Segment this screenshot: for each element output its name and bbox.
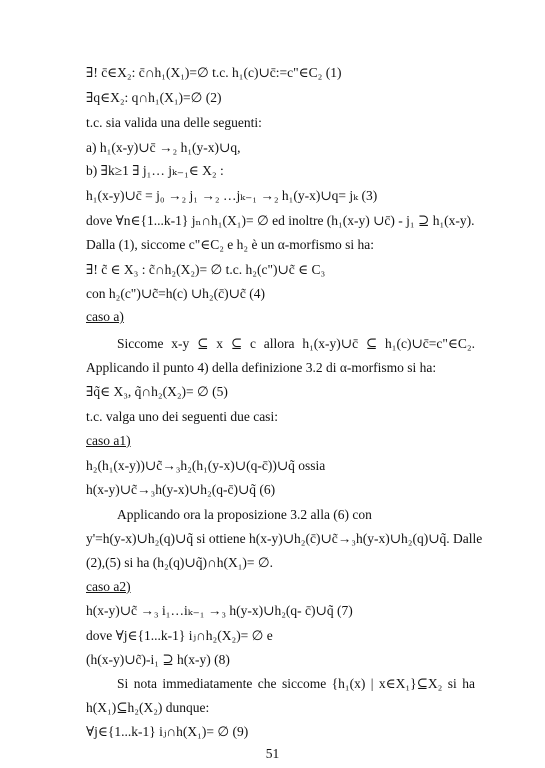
text-line: Applicando ora la proposizione 3.2 alla (6) con: [117, 507, 372, 522]
text-line: h(X₁)⊆h₂(X₂) dunque:: [86, 700, 210, 715]
text-line: h(x-y)∪c̃ →₃ i₁…iₖ₋₁ →₃ h(y-x)∪h₂(q- c̄)∪q̃ (7): [86, 603, 353, 618]
text-line: t.c. sia valida una delle seguenti:: [86, 115, 262, 130]
text-line: h₂(h₁(x-y))∪c̃→₃h₂(h₁(y-x)∪(q-c̄))∪q̃ ossia: [86, 458, 326, 473]
text-line: ∃q̃∈ X₃, q̃∩h₂(X₂)= ∅ (5): [86, 384, 228, 399]
text-line: h₁(x-y)∪c̄ = j₀ →₂ j₁ →₂ …jₖ₋₁ →₂ h₁(y-x)∪q= jₖ (3): [86, 188, 378, 203]
text-line: y'=h(y-x)∪h₂(q)∪q̃ si ottiene h(x-y)∪h₂(c̄)∪c̃→₃h(y-x)∪h₂(q)∪q̃. Dalle: [86, 531, 483, 546]
text-line: Si nota immediatamente che siccome {h₁(x) | x∈X₁}⊆X₂ si ha: [117, 676, 475, 691]
text-line: h(x-y)∪c̃→₃h(y-x)∪h₂(q-c̄)∪q̃ (6): [86, 482, 276, 497]
text-line: (h(x-y)∪c̃)-i₁ ⊇ h(x-y) (8): [86, 652, 230, 667]
text-line: a) h₁(x-y)∪c̄ →₂ h₁(y-x)∪q,: [86, 140, 241, 155]
text-line: Dalla (1), siccome c"∈C₂ e h₂ è un α-morfismo si ha:: [86, 237, 375, 252]
text-line: dove ∀j∈{1...k-1} iⱼ∩h₂(X₂)= ∅ e: [86, 628, 273, 643]
text-line: t.c. valga uno dei seguenti due casi:: [86, 409, 278, 424]
text-line: ∃q∈X₂: q∩h₁(X₁)=∅ (2): [86, 90, 222, 105]
text-line: ∃! c̃ ∈ X₃ : c̃∩h₂(X₂)= ∅ t.c. h₂(c")∪c̃ ∈ C₃: [86, 262, 326, 277]
page-number: 51: [265, 746, 280, 761]
section-heading: caso a2): [86, 579, 131, 594]
text-line: ∃! c̄∈X₂: c̄∩h₁(X₁)=∅ t.c. h₁(c)∪c̄:=c"∈C₂ (1): [86, 65, 342, 80]
text-line: b) ∃k≥1 ∃ j₁… jₖ₋₁∈ X₂ :: [86, 163, 224, 178]
text-line: Applicando il punto 4) della definizione 3.2 di α-morfismo si ha:: [86, 360, 437, 375]
section-heading: caso a): [86, 309, 124, 324]
text-line: (2),(5) si ha (h₂(q)∪q̃)∩h(X₁)= ∅.: [86, 555, 274, 570]
text-line: dove ∀n∈{1...k-1} jₙ∩h₁(X₁)= ∅ ed inoltre (h₁(x-y) ∪c̄) - j₁ ⊇ h₁(x-y).: [86, 213, 475, 228]
section-heading: caso a1): [86, 433, 131, 448]
text-line: Siccome x-y ⊆ x ⊆ c allora h₁(x-y)∪c̄ ⊆ h₁(c)∪c̄=c"∈C₂.: [117, 336, 475, 351]
text-line: ∀j∈{1...k-1} iⱼ∩h(X₁)= ∅ (9): [86, 724, 249, 739]
text-line: con h₂(c")∪c̃=h(c) ∪h₂(c̄)∪c̃ (4): [86, 286, 266, 301]
